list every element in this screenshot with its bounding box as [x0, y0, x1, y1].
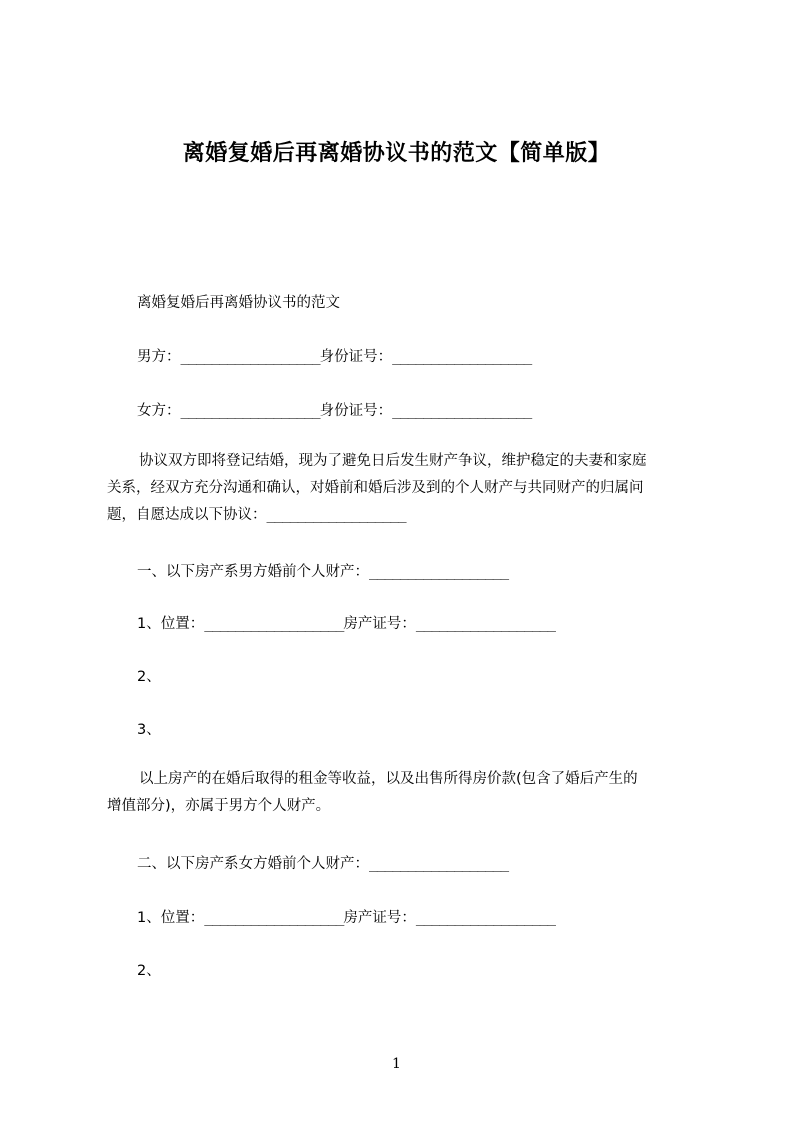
intro-line-1: 协议双方即将登记结婚，现为了避免日后发生财产争议，维护稳定的夫妻和家庭	[139, 453, 647, 469]
male-name-blank: __________________	[180, 349, 320, 365]
section1-note	[107, 766, 703, 820]
page-number: 1	[392, 1056, 401, 1072]
section2-item1-blank: __________________	[204, 910, 344, 926]
section1-item1	[137, 612, 555, 633]
section1-item1-label: 1、位置：	[137, 616, 205, 632]
section2-item2: 2、	[137, 963, 161, 979]
male-label: 男方：	[137, 349, 181, 365]
male-id-blank: __________________	[392, 349, 532, 365]
intro-line-3-text: 题，自愿达成以下协议：	[107, 507, 267, 523]
intro-line-3-blank: __________________	[266, 507, 406, 523]
female-id-label: 身份证号：	[319, 403, 393, 419]
section1-item1-cert-blank: __________________	[415, 616, 556, 632]
section1-item3: 3、	[137, 722, 161, 738]
section2-item1	[137, 906, 555, 927]
section1-heading-blank: __________________	[369, 564, 509, 580]
male-party-line	[137, 345, 531, 366]
female-label: 女方：	[137, 403, 181, 419]
section1-item1-blank: __________________	[204, 616, 344, 632]
female-party-line	[137, 399, 531, 420]
section2-item1-cert-blank: __________________	[415, 910, 556, 926]
section2-heading-blank: __________________	[369, 856, 509, 872]
document-title: 离婚复婚后再离婚协议书的范文【简单版】	[182, 141, 611, 166]
section1-note-line-1: 以上房产的在婚后取得的租金等收益，以及出售所得房价款(包含了婚后产生的	[139, 771, 638, 787]
section1-heading-text: 一、以下房产系男方婚前个人财产：	[137, 564, 369, 580]
section1-item1-cert-label: 房产证号：	[343, 616, 416, 632]
section2-item1-label: 1、位置：	[137, 910, 205, 926]
intro-line-3	[107, 502, 703, 529]
male-id-label: 身份证号：	[319, 349, 393, 365]
female-id-blank: __________________	[392, 403, 532, 419]
document-subtitle: 离婚复婚后再离婚协议书的范文	[137, 295, 340, 311]
section2-heading-text: 二、以下房产系女方婚前个人财产：	[137, 856, 369, 872]
section1-item2: 2、	[137, 669, 161, 685]
section2-heading	[137, 852, 508, 873]
intro-line-2: 关系，经双方充分沟通和确认，对婚前和婚后涉及到的个人财产与共同财产的归属问	[107, 480, 644, 496]
section1-note-line-2: 增值部分)，亦属于男方个人财产。	[107, 798, 331, 814]
section1-heading	[137, 560, 508, 581]
section2-item1-cert-label: 房产证号：	[343, 910, 416, 926]
female-name-blank: __________________	[180, 403, 320, 419]
intro-paragraph	[107, 448, 703, 529]
